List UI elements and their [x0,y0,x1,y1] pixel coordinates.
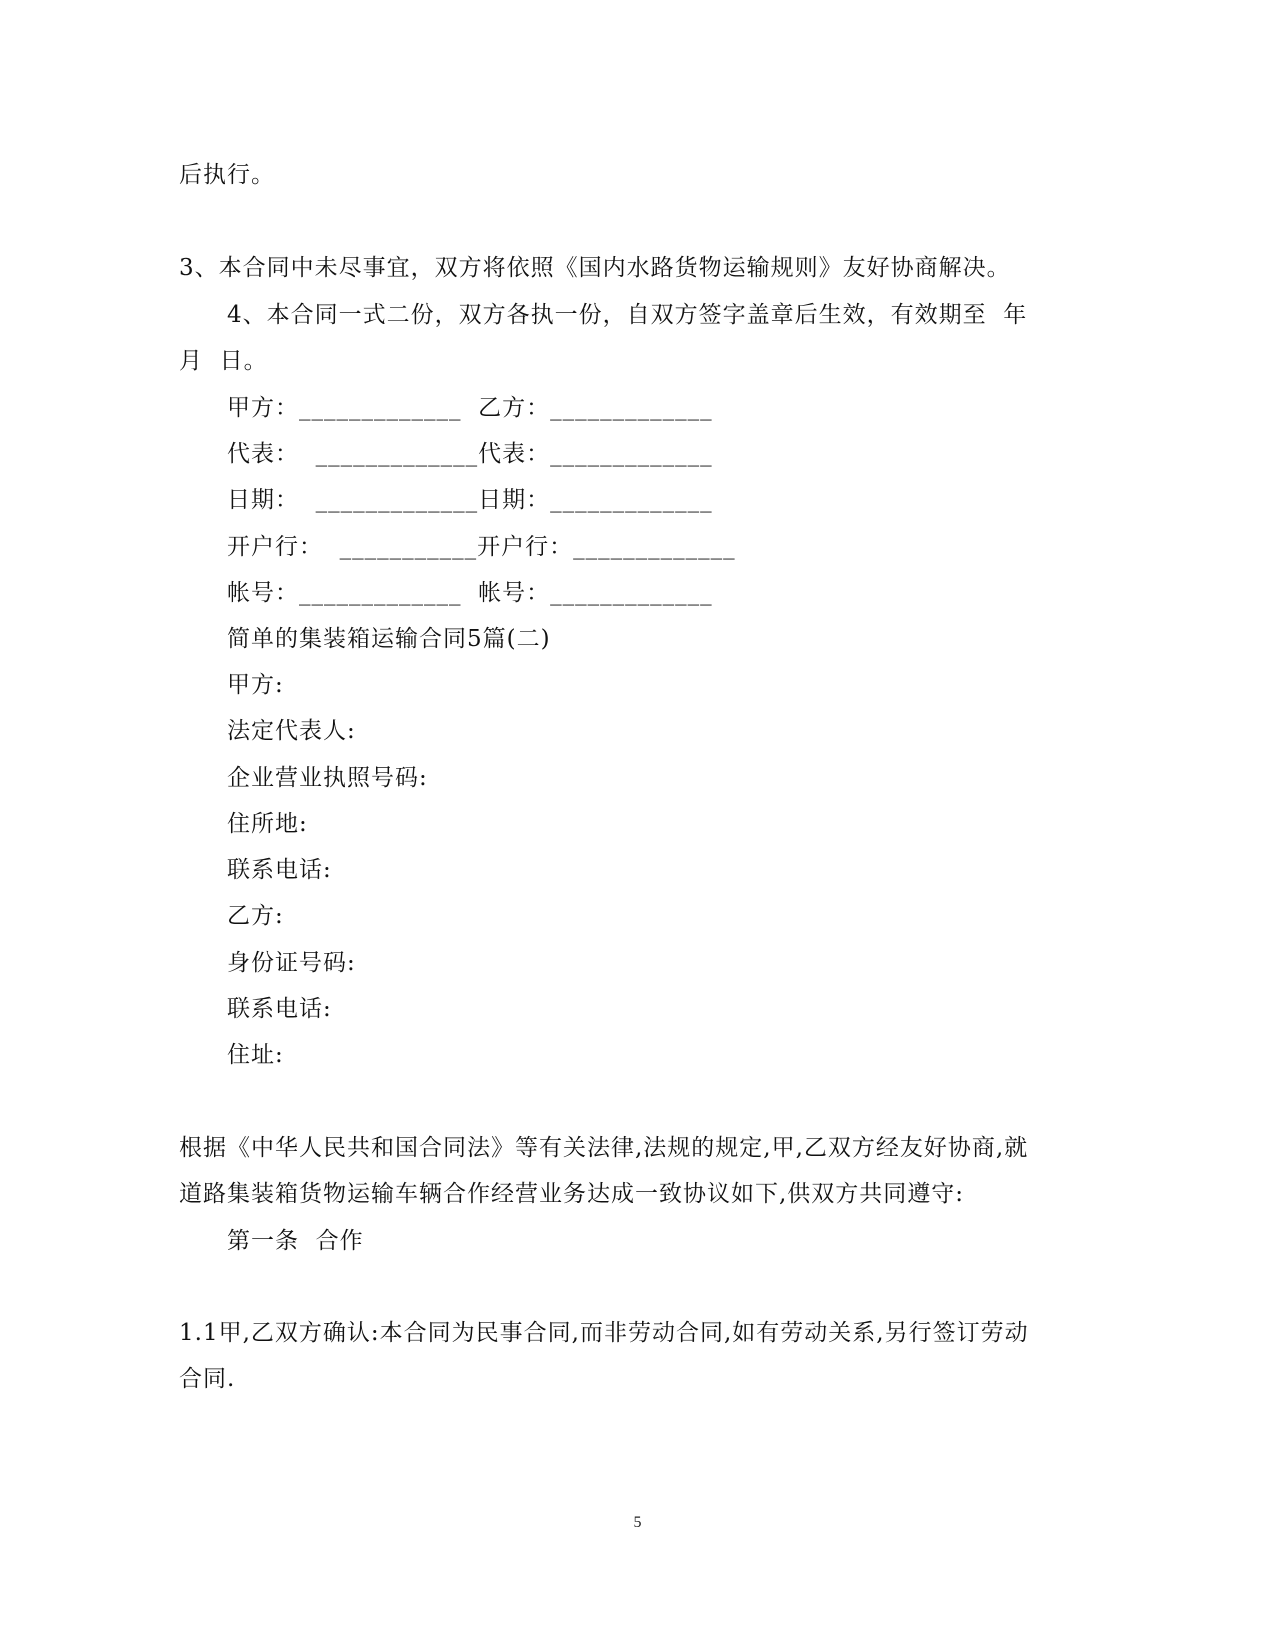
field-label: 身份证号码: [227,950,356,976]
field-label: 住址: [227,1042,284,1068]
text-line: 4、本合同一式二份，双方各执一份，自双方签字盖章后生效，有效期至 年 [227,302,1028,328]
field-label: 乙方: [227,903,284,929]
field-label: 企业营业执照号码: [227,765,428,791]
text-line: 1.1甲,乙双方确认:本合同为民事合同,而非劳动合同,如有劳动关系,另行签订劳动 [179,1320,1029,1346]
field-label: 法定代表人: [227,718,356,744]
text-line: 道路集装箱货物运输车辆合作经营业务达成一致协议如下,供双方共同遵守: [179,1181,965,1207]
field-label: 甲方: [227,672,284,698]
text-line: 后执行。 [179,162,275,188]
text-line: 月 日。 [179,348,268,374]
signature-line: 日期： _____________日期：_____________ [227,487,713,513]
page-number: 5 [633,1514,642,1531]
section-title: 简单的集装箱运输合同5篇(二) [227,626,551,652]
field-label: 联系电话: [227,996,332,1022]
signature-line: 甲方：_____________ 乙方：_____________ [227,395,713,421]
text-line: 3、本合同中未尽事宜，双方将依照《国内水路货物运输规则》友好协商解决。 [179,255,1011,281]
field-label: 住所地: [227,811,308,837]
signature-line: 开户行： ___________开户行：_____________ [227,534,736,560]
text-line: 根据《中华人民共和国合同法》等有关法律,法规的规定,甲,乙双方经友好协商,就 [179,1135,1029,1161]
field-label: 联系电话: [227,857,332,883]
text-line: 合同. [179,1366,236,1392]
signature-line: 代表： _____________代表：_____________ [227,441,713,467]
article-heading: 第一条 合作 [227,1228,364,1254]
signature-line: 帐号：_____________ 帐号：_____________ [227,580,713,606]
